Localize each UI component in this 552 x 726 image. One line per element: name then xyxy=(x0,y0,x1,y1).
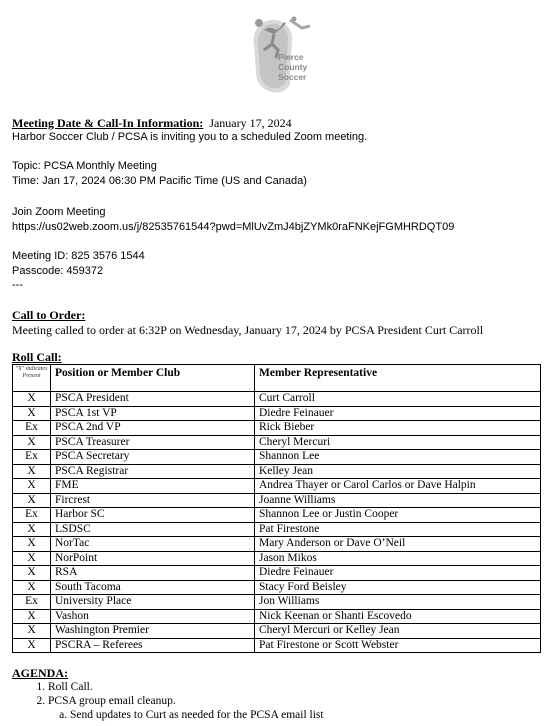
agenda-item xyxy=(48,694,324,722)
meeting-info-heading-line xyxy=(12,116,292,131)
attendance-cell: X xyxy=(13,479,51,494)
position-cell: NorPoint xyxy=(51,551,255,566)
table-row xyxy=(13,450,541,465)
table-row xyxy=(13,566,541,581)
attendance-cell: Ex xyxy=(13,450,51,465)
position-cell: PSCA 1st VP xyxy=(51,406,255,421)
meeting-topic: Topic: PCSA Monthly Meeting xyxy=(12,160,157,172)
agenda-item: 1. Roll Call. xyxy=(48,680,324,694)
table-row xyxy=(13,464,541,479)
representative-cell: Cheryl Mercuri xyxy=(255,435,541,450)
position-cell: Washington Premier xyxy=(51,624,255,639)
table-row xyxy=(13,435,541,450)
attendance-cell: X xyxy=(13,551,51,566)
logo-text-line: County xyxy=(278,62,308,72)
attendance-cell: X xyxy=(13,464,51,479)
call-to-order-text: Meeting called to order at 6:32P on Wednesday, January 17, 2024 by PCSA President Curt Carroll xyxy=(12,323,484,337)
meeting-date: January 17, 2024 xyxy=(209,116,292,130)
join-zoom-label: Join Zoom Meeting xyxy=(12,206,106,218)
table-row xyxy=(13,522,541,537)
attendance-cell: X xyxy=(13,566,51,581)
representative-cell: Nick Keenan or Shanti Escovedo xyxy=(255,609,541,624)
representative-cell: Jon Williams xyxy=(255,595,541,610)
table-row xyxy=(13,493,541,508)
position-cell: RSA xyxy=(51,566,255,581)
attendance-cell: Ex xyxy=(13,421,51,436)
position-cell: LSDSC xyxy=(51,522,255,537)
representative-cell: Jason Mikos xyxy=(255,551,541,566)
position-cell: NorTac xyxy=(51,537,255,552)
representative-cell: Rick Bieber xyxy=(255,421,541,436)
representative-cell: Shannon Lee xyxy=(255,450,541,465)
meeting-passcode: Passcode: 459372 xyxy=(12,265,104,277)
table-row xyxy=(13,595,541,610)
agenda-list xyxy=(0,680,324,722)
roll-call-table xyxy=(12,364,541,653)
table-header-row xyxy=(13,365,541,392)
table-row xyxy=(13,508,541,523)
present-column-header: "X" indicates Present xyxy=(13,365,51,392)
attendance-cell: X xyxy=(13,580,51,595)
attendance-cell: X xyxy=(13,522,51,537)
position-cell: Harbor SC xyxy=(51,508,255,523)
representative-cell: Shannon Lee or Justin Cooper xyxy=(255,508,541,523)
meeting-id: Meeting ID: 825 3576 1544 xyxy=(12,250,145,262)
representative-cell: Curt Carroll xyxy=(255,392,541,407)
representative-cell: Mary Anderson or Dave O’Neil xyxy=(255,537,541,552)
meeting-invite: Harbor Soccer Club / PCSA is inviting you to a scheduled Zoom meeting. xyxy=(12,131,368,143)
representative-column-header: Member Representative xyxy=(255,365,541,392)
roll-call-heading: Roll Call: xyxy=(12,350,62,364)
position-cell: PSCRA – Referees xyxy=(51,638,255,653)
agenda-item-label: PCSA group email cleanup. xyxy=(48,695,176,707)
agenda-subitem: a. Send updates to Curt as needed for the PCSA email list xyxy=(70,708,324,722)
attendance-cell: X xyxy=(13,537,51,552)
attendance-cell: Ex xyxy=(13,508,51,523)
position-cell: South Tacoma xyxy=(51,580,255,595)
representative-cell: Stacy Ford Beisley xyxy=(255,580,541,595)
attendance-cell: X xyxy=(13,406,51,421)
representative-cell: Kelley Jean xyxy=(255,464,541,479)
logo-text-line: Pierce xyxy=(278,52,304,62)
logo-text-line: Soccer xyxy=(278,72,307,82)
representative-cell: Cheryl Mercuri or Kelley Jean xyxy=(255,624,541,639)
pierce-county-soccer-logo xyxy=(250,14,314,94)
position-cell: PSCA Secretary xyxy=(51,450,255,465)
attendance-cell: X xyxy=(13,493,51,508)
call-to-order-heading: Call to Order: xyxy=(12,308,86,322)
attendance-cell: X xyxy=(13,638,51,653)
attendance-cell: X xyxy=(13,609,51,624)
position-cell: PSCA 2nd VP xyxy=(51,421,255,436)
agenda-sublist xyxy=(48,708,324,722)
table-row xyxy=(13,537,541,552)
position-cell: Vashon xyxy=(51,609,255,624)
representative-cell: Diedre Feinauer xyxy=(255,406,541,421)
position-cell: PSCA President xyxy=(51,392,255,407)
attendance-cell: Ex xyxy=(13,595,51,610)
representative-cell: Joanne Williams xyxy=(255,493,541,508)
table-row xyxy=(13,624,541,639)
table-row xyxy=(13,609,541,624)
table-row xyxy=(13,580,541,595)
attendance-cell: X xyxy=(13,392,51,407)
representative-cell: Andrea Thayer or Carol Carlos or Dave Halpin xyxy=(255,479,541,494)
meeting-info-heading: Meeting Date & Call-In Information: xyxy=(12,116,204,130)
table-row xyxy=(13,551,541,566)
representative-cell: Pat Firestone or Scott Webster xyxy=(255,638,541,653)
attendance-cell: X xyxy=(13,624,51,639)
position-column-header: Position or Member Club xyxy=(51,365,255,392)
position-cell: Fircrest xyxy=(51,493,255,508)
attendance-cell: X xyxy=(13,435,51,450)
position-cell: PSCA Registrar xyxy=(51,464,255,479)
representative-cell: Pat Firestone xyxy=(255,522,541,537)
table-row xyxy=(13,392,541,407)
separator-text: --- xyxy=(12,279,23,291)
representative-cell: Diedre Feinauer xyxy=(255,566,541,581)
agenda-heading: AGENDA: xyxy=(12,666,68,680)
join-zoom-link[interactable]: https://us02web.zoom.us/j/82535761544?pwd=MlUvZmJ4bjZYMk0raFNKejFGMHRDQT09 xyxy=(12,221,455,233)
position-cell: PSCA Treasurer xyxy=(51,435,255,450)
table-row xyxy=(13,421,541,436)
table-row xyxy=(13,406,541,421)
table-row xyxy=(13,479,541,494)
meeting-time: Time: Jan 17, 2024 06:30 PM Pacific Time (US and Canada) xyxy=(12,175,307,187)
table-row xyxy=(13,638,541,653)
position-cell: FME xyxy=(51,479,255,494)
position-cell: University Place xyxy=(51,595,255,610)
